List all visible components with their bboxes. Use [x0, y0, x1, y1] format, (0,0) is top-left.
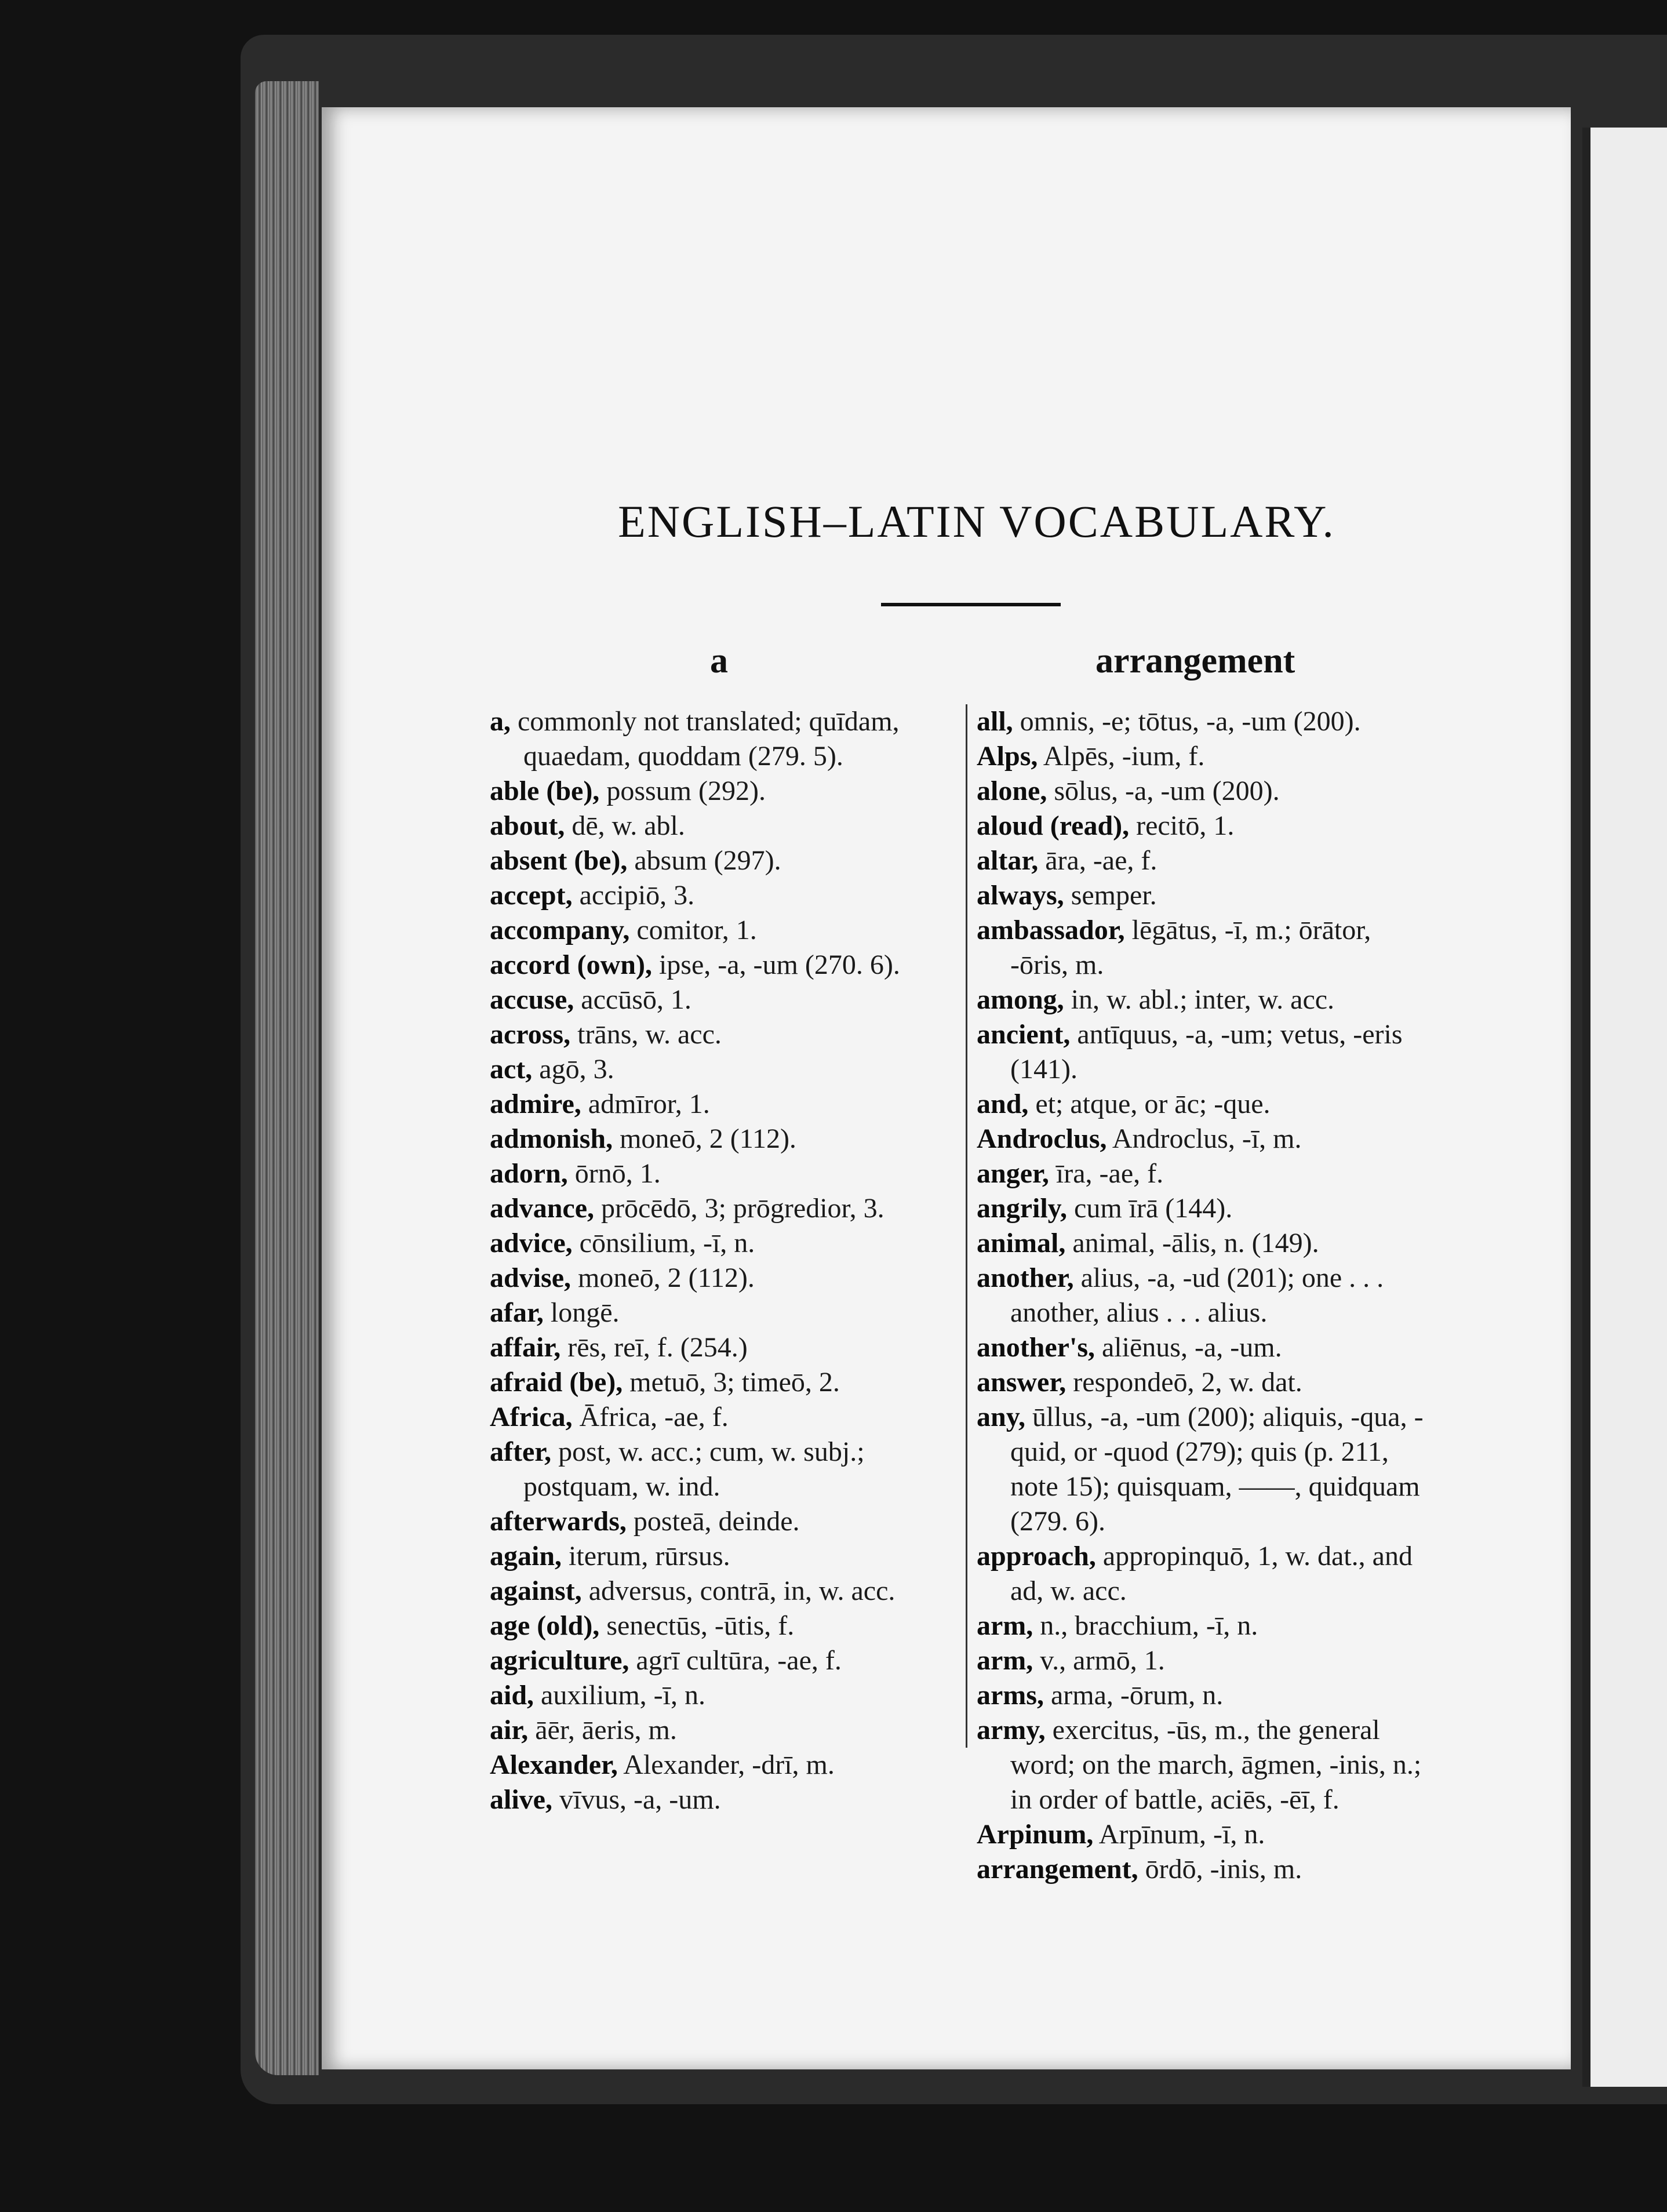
entry-headword: about, [490, 810, 565, 841]
entry-headword: act, [490, 1054, 533, 1085]
vocabulary-entry [490, 1504, 959, 1539]
vocabulary-entry [490, 913, 959, 948]
vocabulary-entry [977, 809, 1435, 843]
entry-headword: ancient, [977, 1019, 1071, 1050]
entry-headword: arms, [977, 1680, 1044, 1711]
entry-headword: advance, [490, 1193, 594, 1224]
vocabulary-entry [490, 1748, 959, 1782]
vocabulary-entry [490, 1330, 959, 1365]
entry-headword: a, [490, 706, 511, 737]
vocabulary-entry [977, 913, 1435, 983]
vocabulary-entry [977, 1609, 1435, 1643]
entry-headword: across, [490, 1019, 571, 1050]
vocabulary-entry [490, 1643, 959, 1678]
entry-headword: Alexander, [490, 1749, 618, 1780]
vocabulary-entry [490, 1713, 959, 1748]
vocabulary-entry [977, 1643, 1435, 1678]
vocabulary-entry [490, 878, 959, 913]
entry-definition: comitor, 1. [629, 915, 757, 945]
vocabulary-entry [977, 1678, 1435, 1713]
entry-definition: possum (292). [599, 776, 766, 806]
entry-headword: army, [977, 1715, 1046, 1745]
entry-headword: all, [977, 706, 1013, 737]
guide-word-right: arrangement [1095, 641, 1295, 681]
vocabulary-entry [490, 1052, 959, 1087]
entry-definition: moneō, 2 (112). [613, 1123, 796, 1154]
entry-headword: agriculture, [490, 1645, 629, 1676]
entry-headword: any, [977, 1402, 1026, 1432]
entry-definition: Arpīnum, -ī, n. [1093, 1819, 1265, 1850]
vocabulary-entry [977, 1852, 1435, 1887]
vocabulary-entry [490, 1122, 959, 1156]
entry-headword: always, [977, 880, 1064, 911]
entry-definition: v., armō, 1. [1033, 1645, 1165, 1676]
entry-headword: alive, [490, 1784, 552, 1815]
vocabulary-entry [490, 1678, 959, 1713]
entry-headword: arm, [977, 1645, 1033, 1676]
entry-definition: recitō, 1. [1129, 810, 1235, 841]
entry-definition: arma, -ōrum, n. [1043, 1680, 1224, 1711]
vocabulary-entry [977, 704, 1435, 739]
entry-definition: prōcēdō, 3; prōgredior, 3. [594, 1193, 885, 1224]
entry-headword: aloud (read), [977, 810, 1130, 841]
vocabulary-entry [490, 983, 959, 1017]
vocabulary-entry [490, 843, 959, 878]
entry-definition: āra, -ae, f. [1038, 845, 1158, 876]
vocabulary-entry [490, 1365, 959, 1400]
left-column [490, 704, 959, 1817]
entry-headword: Arpinum, [977, 1819, 1094, 1850]
entry-definition: post, w. acc.; cum, w. subj.; postquam, w. ind. [523, 1436, 865, 1502]
entry-definition: accūsō, 1. [574, 984, 691, 1015]
vocabulary-entry [490, 1609, 959, 1643]
entry-headword: afraid (be), [490, 1367, 623, 1398]
entry-definition: metuō, 3; timeō, 2. [623, 1367, 840, 1398]
vocabulary-entry [977, 1261, 1435, 1330]
entry-headword: and, [977, 1089, 1029, 1119]
entry-headword: advise, [490, 1263, 572, 1293]
entry-headword: angrily, [977, 1193, 1068, 1224]
entry-headword: arrangement, [977, 1854, 1138, 1884]
entry-definition: respondeō, 2, w. dat. [1066, 1367, 1302, 1398]
entry-definition: ōrnō, 1. [567, 1158, 661, 1189]
entry-headword: approach, [977, 1541, 1096, 1571]
vocabulary-entry [490, 948, 959, 983]
entry-headword: aid, [490, 1680, 534, 1711]
entry-headword: after, [490, 1436, 552, 1467]
title-rule [881, 603, 1061, 606]
entry-headword: alone, [977, 776, 1047, 806]
vocabulary-entry [490, 774, 959, 809]
entry-definition: ūllus, -a, -um (200); aliquis, -qua, -quid, or -quod (279); quis (p. 211, note 15); quisquam, ——, quidquam (279. 6). [1010, 1402, 1424, 1537]
vocabulary-entry [490, 1017, 959, 1052]
entry-definition: appropinquō, 1, w. dat., and ad, w. acc. [1010, 1541, 1413, 1606]
vocabulary-entry [490, 1435, 959, 1504]
entry-headword: accord (own), [490, 949, 652, 980]
vocabulary-entry [977, 739, 1435, 774]
entry-definition: agrī cultūra, -ae, f. [629, 1645, 842, 1676]
vocabulary-entry [977, 1191, 1435, 1226]
vocabulary-entry [490, 1087, 959, 1122]
vocabulary-entry [977, 1156, 1435, 1191]
entry-headword: again, [490, 1541, 562, 1571]
column-divider [966, 704, 967, 1748]
entry-headword: animal, [977, 1228, 1066, 1258]
entry-definition: Alpēs, -ium, f. [1038, 741, 1205, 772]
entry-headword: air, [490, 1715, 529, 1745]
guide-word-left: a [710, 641, 728, 681]
vocabulary-entry [490, 1539, 959, 1574]
entry-definition: dē, w. abl. [565, 810, 685, 841]
entry-definition: ōrdō, -inis, m. [1138, 1854, 1302, 1884]
entry-definition: Āfrica, -ae, f. [572, 1402, 729, 1432]
vocabulary-entry [977, 1400, 1435, 1539]
vocabulary-entry [977, 1365, 1435, 1400]
vocabulary-entry [977, 878, 1435, 913]
entry-headword: affair, [490, 1332, 561, 1363]
entry-definition: vīvus, -a, -um. [552, 1784, 721, 1815]
entry-headword: age (old), [490, 1610, 600, 1641]
entry-headword: another, [977, 1263, 1074, 1293]
entry-headword: afterwards, [490, 1506, 627, 1537]
entry-definition: antīquus, -a, -um; vetus, -eris (141). [1010, 1019, 1403, 1085]
vocabulary-entry [490, 1296, 959, 1330]
entry-definition: n., bracchium, -ī, n. [1033, 1610, 1258, 1641]
entry-definition: commonly not translated; quīdam, quaedam, quoddam (279. 5). [511, 706, 900, 772]
entry-headword: ambassador, [977, 915, 1125, 945]
entry-definition: accipiō, 3. [572, 880, 695, 911]
entry-headword: able (be), [490, 776, 600, 806]
facing-page-edge [1582, 128, 1667, 2087]
entry-headword: admonish, [490, 1123, 613, 1154]
entry-definition: omnis, -e; tōtus, -a, -um (200). [1013, 706, 1361, 737]
vocabulary-entry [490, 1782, 959, 1817]
entry-definition: aliēnus, -a, -um. [1095, 1332, 1282, 1363]
vocabulary-entry [977, 1226, 1435, 1261]
entry-headword: absent (be), [490, 845, 628, 876]
entry-definition: ipse, -a, -um (270. 6). [651, 949, 900, 980]
vocabulary-entry [977, 1122, 1435, 1156]
vocabulary-entry [977, 1087, 1435, 1122]
vocabulary-entry [977, 983, 1435, 1017]
entry-definition: cōnsilium, -ī, n. [572, 1228, 755, 1258]
entry-definition: sōlus, -a, -um (200). [1047, 776, 1280, 806]
vocabulary-entry [490, 1574, 959, 1609]
entry-definition: Androclus, -ī, m. [1107, 1123, 1302, 1154]
vocabulary-entry [490, 1226, 959, 1261]
vocabulary-entry [977, 843, 1435, 878]
entry-definition: rēs, reī, f. (254.) [560, 1332, 748, 1363]
page-edges [255, 81, 319, 2075]
vocabulary-entry [977, 1330, 1435, 1365]
entry-headword: anger, [977, 1158, 1049, 1189]
entry-definition: et; atque, or āc; -que. [1028, 1089, 1271, 1119]
vocabulary-entry [490, 1261, 959, 1296]
entry-definition: lēgātus, -ī, m.; ōrātor, -ōris, m. [1010, 915, 1371, 980]
entry-definition: īra, -ae, f. [1049, 1158, 1164, 1189]
entry-definition: agō, 3. [532, 1054, 614, 1085]
entry-definition: iterum, rūrsus. [562, 1541, 730, 1571]
entry-headword: admire, [490, 1089, 581, 1119]
vocabulary-entry [490, 1156, 959, 1191]
entry-headword: accompany, [490, 915, 630, 945]
entry-definition: auxilium, -ī, n. [534, 1680, 705, 1711]
entry-headword: another's, [977, 1332, 1095, 1363]
entry-headword: adorn, [490, 1158, 568, 1189]
entry-definition: exercitus, -ūs, m., the general word; on the march, āgmen, -inis, n.; in order of battle, aciēs, -ēī, f. [1010, 1715, 1422, 1815]
entry-definition: adversus, contrā, in, w. acc. [581, 1576, 896, 1606]
entry-headword: Africa, [490, 1402, 573, 1432]
entry-headword: altar, [977, 845, 1039, 876]
entry-headword: Alps, [977, 741, 1038, 772]
entry-definition: in, w. abl.; inter, w. acc. [1064, 984, 1335, 1015]
entry-definition: longē. [543, 1297, 620, 1328]
entry-definition: absum (297). [627, 845, 781, 876]
entry-definition: āēr, āeris, m. [528, 1715, 677, 1745]
vocabulary-entry [977, 1713, 1435, 1817]
entry-headword: arm, [977, 1610, 1033, 1641]
vocabulary-entry [977, 1539, 1435, 1609]
vocabulary-entry [977, 774, 1435, 809]
entry-headword: Androclus, [977, 1123, 1107, 1154]
entry-definition: alius, -a, -ud (201); one . . . another, alius . . . alius. [1010, 1263, 1384, 1328]
entry-definition: posteā, deinde. [626, 1506, 800, 1537]
entry-definition: trāns, w. acc. [570, 1019, 722, 1050]
vocabulary-entry [977, 1017, 1435, 1087]
vocabulary-entry [977, 1817, 1435, 1852]
vocabulary-entry [490, 1400, 959, 1435]
entry-headword: advice, [490, 1228, 573, 1258]
entry-headword: afar, [490, 1297, 544, 1328]
entry-headword: accuse, [490, 984, 574, 1015]
entry-definition: Alexander, -drī, m. [617, 1749, 835, 1780]
entry-headword: answer, [977, 1367, 1067, 1398]
entry-headword: against, [490, 1576, 582, 1606]
entry-definition: semper. [1064, 880, 1157, 911]
vocabulary-entry [490, 809, 959, 843]
entry-definition: senectūs, -ūtis, f. [599, 1610, 795, 1641]
entry-definition: animal, -ālis, n. (149). [1065, 1228, 1319, 1258]
entry-definition: moneō, 2 (112). [571, 1263, 755, 1293]
entry-definition: admīror, 1. [581, 1089, 710, 1119]
entry-headword: accept, [490, 880, 573, 911]
entry-headword: among, [977, 984, 1064, 1015]
entry-definition: cum īrā (144). [1067, 1193, 1233, 1224]
right-column [977, 704, 1435, 1887]
page-title: ENGLISH–LATIN VOCABULARY. [618, 496, 1335, 547]
vocabulary-entry [490, 704, 959, 774]
vocabulary-entry [490, 1191, 959, 1226]
